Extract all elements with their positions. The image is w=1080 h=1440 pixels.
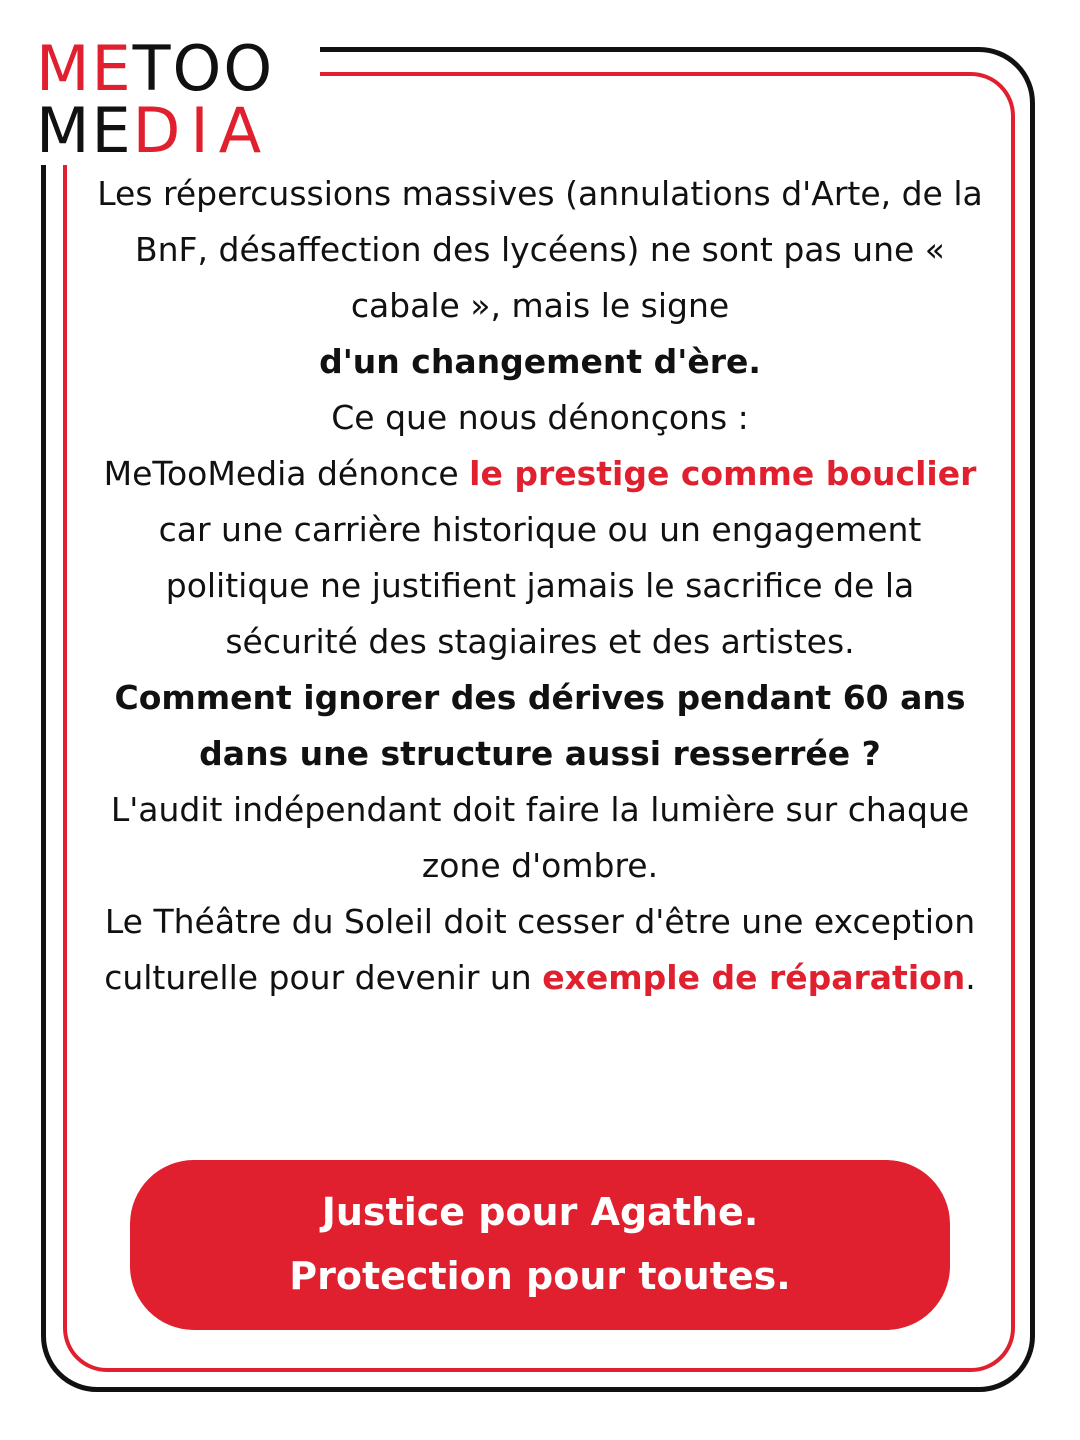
- statement-body: [95, 166, 985, 1006]
- paragraph-denonce-heading: [95, 390, 985, 446]
- logo-too-black: TOO: [132, 32, 275, 105]
- paragraph-soleil: [95, 894, 985, 1006]
- prestige-highlight: le prestige comme bouclier: [469, 454, 977, 493]
- logo-line-1: [36, 32, 336, 105]
- metoomedia-logo: [36, 32, 336, 168]
- paragraph-prestige: [95, 446, 985, 670]
- logo-dia-red: DIA: [132, 94, 272, 167]
- logo-line-2: [36, 94, 336, 167]
- question-bold: Comment ignorer des dérives pendant 60 ans dans une structure aussi resserrée ?: [114, 678, 966, 773]
- logo-me-red: ME: [36, 32, 133, 105]
- prestige-post-text: car une carrière historique ou un engagement politique ne justifient jamais le sacrifice de la sécurité des stagiaires et des artistes.: [158, 510, 922, 661]
- audit-text: L'audit indépendant doit faire la lumière sur chaque zone d'ombre.: [110, 790, 970, 885]
- paragraph-repercussions: [95, 166, 985, 390]
- logo-me-black: ME: [36, 94, 133, 167]
- paragraph-question: [95, 670, 985, 782]
- banner-line-2: Protection pour toutes.: [289, 1254, 791, 1298]
- paragraph-audit: [95, 782, 985, 894]
- prestige-pre-text: MeTooMedia dénonce: [103, 454, 459, 493]
- justice-banner: [130, 1160, 950, 1330]
- reparation-highlight: exemple de réparation: [542, 958, 966, 997]
- soleil-pre-text: Le Théâtre du Soleil doit cesser d'être une exception culturelle pour devenir un: [104, 902, 976, 997]
- denonce-heading-text: Ce que nous dénonçons :: [331, 398, 749, 437]
- changement-ere-bold: d'un changement d'ère.: [319, 342, 761, 381]
- repercussions-text: Les répercussions massives (annulations d'Arte, de la BnF, désaffection des lycéens) ne sont pas une « cabale », mais le signe: [97, 174, 983, 325]
- banner-line-1: Justice pour Agathe.: [321, 1190, 759, 1234]
- soleil-post-text: .: [965, 958, 976, 997]
